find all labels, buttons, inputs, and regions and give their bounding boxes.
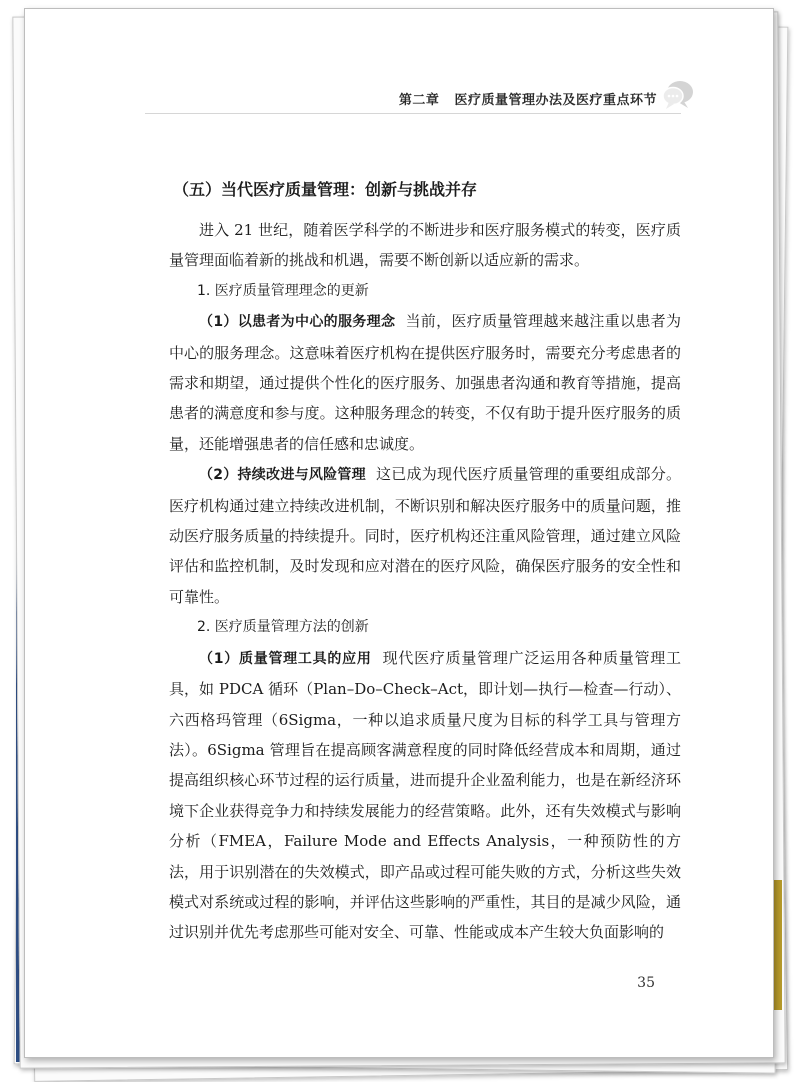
speech-bubble-icon — [661, 79, 695, 111]
part1-heading: 1. 医疗质量管理理念的更新 — [197, 282, 369, 299]
part1-item2-paragraph — [169, 459, 681, 612]
page-edge-tab — [774, 880, 782, 1010]
chapter-label: 第二章 — [398, 93, 440, 108]
part1-item2-lead: （2）持续改进与风险管理 — [199, 467, 366, 484]
part1-item2-text: 这已成为现代医疗质量管理的重要组成部分。医疗机构通过建立持续改进机制，不断识别和解决医疗服务中的质量问题，推动医疗服务质量的持续提升。同时，医疗机构还注重风险管理，通过建立风险评估和监控机制，及时发现和应对潜在的医疗风险，确保医疗服务的安全性和可靠性。 — [169, 465, 681, 606]
part1-item1-paragraph — [169, 306, 681, 459]
running-header — [399, 89, 657, 108]
page-number: 35 — [637, 975, 655, 991]
page-content — [169, 175, 681, 948]
chapter-title: 医疗质量管理办法及医疗重点环节 — [454, 93, 657, 108]
intro-paragraph: 进入 21 世纪，随着医学科学的不断进步和医疗服务模式的转变，医疗质量管理面临着新的挑战和机遇，需要不断创新以适应新的需求。 — [169, 221, 681, 270]
part2-item1-lead: （1）质量管理工具的应用 — [199, 650, 372, 667]
section-title: （五）当代医疗质量管理：创新与挑战并存 — [173, 180, 478, 199]
part2-heading: 2. 医疗质量管理方法的创新 — [197, 619, 369, 636]
header-rule — [145, 113, 681, 114]
part2-item1-text: 现代医疗质量管理广泛运用各种质量管理工具，如 PDCA 循环（Plan–Do–Check–Act，即计划—执行—检查—行动）、六西格玛管理（6Sigma，一种以追求质量尺度为目标的科学工具与管理方法）。6Sigma 管理旨在提高顾客满意程度的同时降低经营成本和周期，通过提高组织核心环节过程的运行质量，进而提升企业盈利能力，也是在新经济环境下企业获得竞争力和持续发展能力的经营策略。此外，还有失效模式与影响分析（FMEA，Failure Mode and Effects Analysis，一种预防性的方法，用于识别潜在的失效模式，即产品或过程可能失败的方式，分析这些失效模式对系统或过程的影响，并评估这些影响的严重性，其目的是减少风险，通过识别并优先考虑那些可能对安全、可靠、性能或成本产生较大负面影响的 — [169, 648, 681, 942]
part2-item1-paragraph — [169, 643, 681, 948]
part1-item1-lead: （1）以患者为中心的服务理念 — [199, 314, 396, 331]
book-page — [24, 8, 774, 1058]
part1-item1-text: 当前，医疗质量管理越来越注重以患者为中心的服务理念。这意味着医疗机构在提供医疗服务时，需要充分考虑患者的需求和期望，通过提供个性化的医疗服务、加强患者沟通和教育等措施，提高患者的满意度和参与度。这种服务理念的转变，不仅有助于提升医疗服务的质量，还能增强患者的信任感和忠诚度。 — [169, 312, 681, 453]
